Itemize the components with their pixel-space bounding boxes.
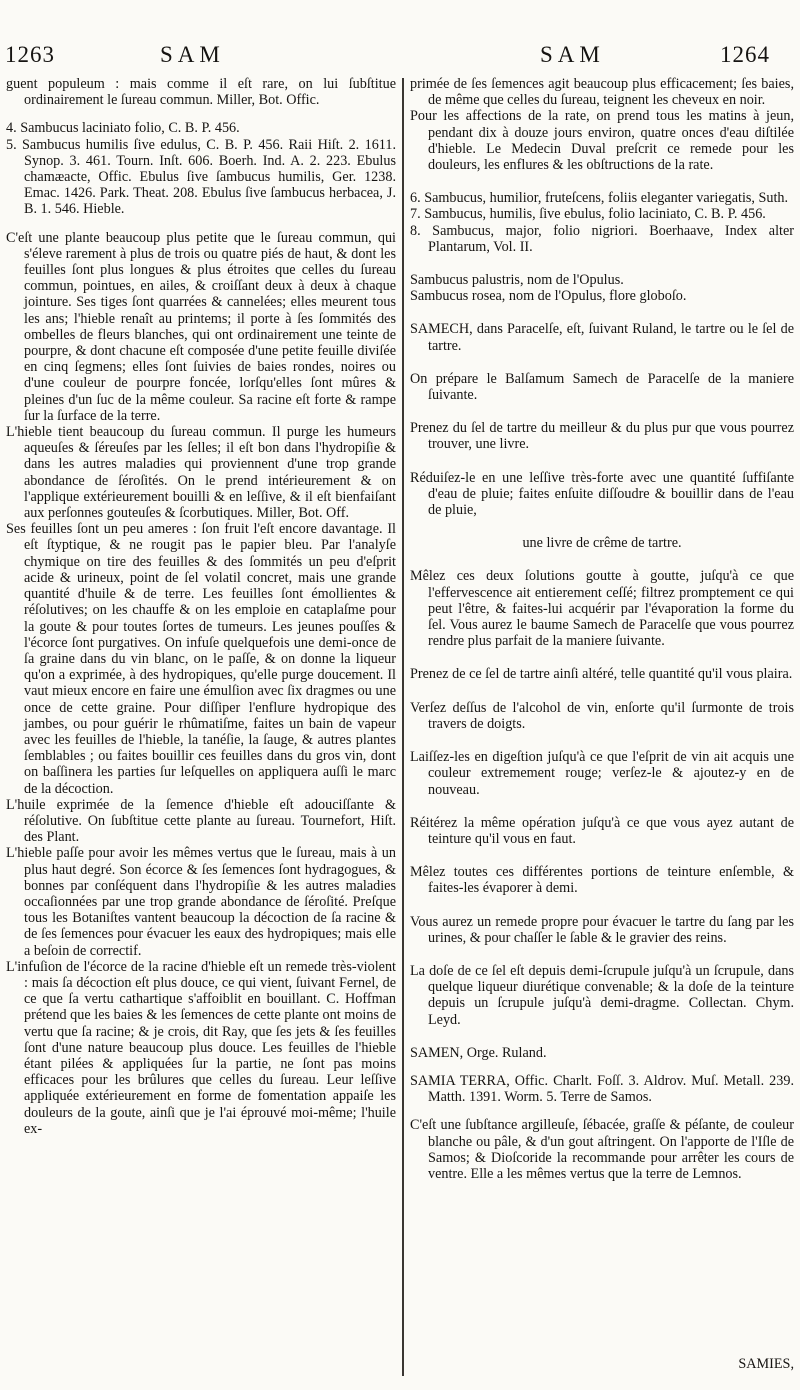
samia-terra-description: C'eſt une ſubſtance argilleuſe, ſébacée, graſſe & péſante, de couleur blanche ou pâle, & d'un gout aſtringent. On l'apporte de l'Iſle de Samos; & Dioſcoride la recommande pour arrêter les cours de ventre. Elle a les mêmes vertus que la terre de Lemnos.: [410, 1117, 794, 1182]
recipe-step-7: Réitérez la même opération juſqu'à ce que vous ayez autant de teinture qu'il vous en faut.: [410, 814, 794, 847]
recipe-step-6: Laiſſez-les en digeſtion juſqu'à ce que l'eſprit de vin ait acquis une couleur extremement rouge; verſez-le & ajoutez-y en de nouveau.: [410, 749, 794, 798]
recipe-dose: La doſe de ce ſel eſt depuis demi-ſcrupule juſqu'à un ſcrupule, dans quelque liqueur diurétique convenable; & la doſe de la teinture depuis un ſcrupule juſqu'à demi-dragme. Collectan. Chym. Leyd.: [410, 962, 794, 1028]
recipe-step-1: Prenez du ſel de tartre du meilleur & du plus pur que vous pourrez trouver, une livre.: [410, 420, 794, 453]
synonym-entry-8: 8. Sambucus, major, folio nigriori. Boerhaave, Index alter Plantarum, Vol. II.: [410, 222, 794, 255]
catchword: SAMIES,: [738, 1356, 794, 1372]
continued-paragraph: primée de ſes ſemences agit beaucoup plus efficacement; ſes baies, de même que celles du ſureau, teignent les cheveux en noir.: [410, 76, 794, 109]
left-running-head: SAM: [160, 42, 225, 67]
synonym-entry-5: 5. Sambucus humilis ſive edulus, C. B. P. 456. Raii Hiſt. 2. 1611. Synop. 3. 461. Tourn. Inſt. 606. Boerh. Ind. A. 2. 223. Ebulus chamæacte, Offic. Ebulus ſive ſambucus humilis, Ger. 1238. Emac. 1426. Park. Theat. 208. Ebulus ſive ſambucus herbacea, J. B. 1. 546. Hieble.: [6, 136, 396, 218]
hieble-infusion: L'infuſion de l'écorce de la racine d'hieble eſt un remede très-violent : mais ſa décoction eſt plus douce, ce qui vient, ſuivant Fernel, de ce que ſa vertu cathartique s'affoiblit en bouillant. C. Hoffman prétend que les baies & les ſemences de cette plante ont moins de vertu que ſa racine; & je crois, dit Ray, que ſes jets & ſes feuilles ſont d'une nature beaucoup plus douce. Les feuilles de l'hieble étant pilées & appliquées ſur la partie, ne ſont pas moins efficaces pour les brûlures que celles du ſureau. Leur leſſive appliquée extérieurement en forme de fomentation appaiſe les douleurs de la goute, ainſi que je l'ai éprouvé moi-même; l'huile ex-: [6, 958, 396, 1137]
hieble-leaves: Ses feuilles ſont un peu ameres : ſon fruit l'eſt encore davantage. Il eſt ſtyptique, & ne rougit pas le papier bleu. Par l'analyſe chymique on tire des feuilles & des ſommités un peu d'eſprit acide & urineux, point de ſel volatil concret, mais une grande quantité d'huile & de terre. Les feuilles ſont émollientes & réſolutives; on les chauffe & on les emploie en cataplaſme pour la goute & pour toutes ſortes de tumeurs. Les jeunes pouſſes & l'écorce ſont purgatives. On infuſe quelquefois une demi-once de ſa graine dans du vin blanc, on le paſſe, & on donne la liqueur qu'on a exprimée, à des hydropiques, qu'elle purge doucement. Il vaut mieux encore en faire une émulſion avec ſix dragmes ou une once de cette graine. Pour diſſiper l'enflure hydropique des jambes, ou pour guérir le rhûmatiſme, faites un bain de vapeur avec les feuilles de l'hieble, la tanéſie, la ſauge, & autres plantes ſemblables ; ou faites bouillir ces feuilles dans du gros vin, dont on baſſinera les parties ſur leſquelles on appliquera auſſi le marc de la décoction.: [6, 521, 396, 797]
recipe-step-2: Réduiſez-le en une leſſive très-forte avec une quantité ſuffiſante d'eau de pluie; faites enſuite diſſoudre & bouillir dans de l'eau de pluie,: [410, 469, 794, 519]
recipe-result: Vous aurez un remede propre pour évacuer le tartre du ſang par les urines, & pour chaſſer le ſable & le gravier des reins.: [410, 913, 794, 946]
recipe-step-4: Prenez de ce ſel de tartre ainſi altéré, telle quantité qu'il vous plaira.: [410, 666, 793, 683]
column-divider: [402, 78, 404, 1376]
synonym-entry-4: 4. Sambucus laciniato folio, C. B. P. 456.: [6, 120, 240, 137]
hieble-virtues: L'hieble tient beaucoup du ſureau commun. Il purge les humeurs aqueuſes & ſéreuſes par les ſelles; il eſt bon dans l'hydropiſie & dans les autres maladies qui proviennent d'une trop grande abondance de ſéroſités. On le prend intérieurement & on l'applique extérieurement bouilli & en leſſive, & il eſt bienfaiſant aux perſonnes gouteuſes & ſcorbutiques. Miller, Bot. Off.: [6, 424, 396, 522]
entry-sambucus-rosea: Sambucus rosea, nom de l'Opulus, flore globoſo.: [410, 288, 687, 305]
recipe-step-5: Verſez deſſus de l'alcohol de vin, enſorte qu'il ſurmonte de trois travers de doigts.: [410, 699, 794, 732]
recipe-ingredient: une livre de crême de tartre.: [522, 535, 682, 552]
hieble-oil: L'huile exprimée de la ſemence d'hieble eſt adouciſſante & réſolutive. On ſubſtitue cette plante au ſureau. Tournefort, Hiſt. des Plant.: [6, 796, 396, 846]
left-page-number: 1263: [5, 42, 55, 67]
continued-paragraph: guent populeum : mais comme il eſt rare, on lui ſubſtitue ordinairement le ſureau commun. Miller, Bot. Offic.: [6, 76, 396, 109]
hieble-hydragogue: L'hieble paſſe pour avoir les mêmes vertus que le ſureau, mais à un plus haut degré. Son écorce & ſes ſemences ſont hydragogues, & bonnes par conſéquent dans l'hydropiſie & les autres maladies occaſionnées par une trop grande abondance de ſéroſité. Preſque tous les Botaniſtes vantent beaucoup la décoction de ſa racine & de ſes ſemences pour évacuer les eaux des hydropiques; mais elle a beſoin de correctif.: [6, 845, 396, 959]
recipe-step-8: Mêlez toutes ces différentes portions de teinture enſemble, & faites-les évaporer à demi.: [410, 864, 794, 897]
right-page-number: 1264: [720, 42, 770, 67]
rate-remedy: Pour les affections de la rate, on prend tous les matins à jeun, pendant dix à douze jours environ, quatre onces d'eau diſtilée d'hieble. Le Medecin Duval preſcrit ce remede pour les douleurs, les enflures & les obſtructions de la rate.: [410, 108, 794, 174]
synonym-entry-7: 7. Sambucus, humilis, ſive ebulus, folio laciniato, C. B. P. 456.: [410, 206, 766, 223]
synonym-entry-6: 6. Sambucus, humilior, fruteſcens, foliis eleganter variegatis, Suth.: [410, 190, 789, 207]
right-column: [410, 76, 794, 1182]
samech-intro: On prépare le Balſamum Samech de Paracelſe de la maniere ſuivante.: [410, 370, 794, 404]
entry-samen: SAMEN, Orge. Ruland.: [410, 1044, 547, 1061]
entry-samech: SAMECH, dans Paracelſe, eſt, ſuivant Ruland, le tartre ou le ſel de tartre.: [410, 321, 794, 354]
entry-samia-terra: SAMIA TERRA, Offic. Charlt. Foſſ. 3. Aldrov. Muſ. Metall. 239. Matth. 1391. Worm. 5. Terre de Samos.: [410, 1072, 794, 1106]
hieble-description: C'eſt une plante beaucoup plus petite que le ſureau commun, qui s'éleve rarement à plus de trois ou quatre piés de haut, & dont les feuilles ſont plus longues & plus étroites que celles du ſureau commun, pointues, en ailes, & croiſſant deux à deux à chaque jointure. Ses tiges ſont quarrées & cannelées; elles meurent tous les ans; l'hieble renaît au printems; il porte à ſes ſommités des ombelles de fleurs blanches, qui ont ordinairement une teinte de pourpre, & dont chacune eſt composée d'une petite feuille diviſée en cinq ſegmens; elles ſont ſuivies de baies rondes, noires ou d'une couleur de pourpre foncée, lorſqu'elles ſont mûres & pleines d'un ſuc de la même couleur. Sa racine eſt forte & rampe ſur la ſurface de la terre.: [6, 229, 396, 424]
right-running-head: SAM: [540, 42, 605, 67]
recipe-step-3: Mêlez ces deux ſolutions goutte à goutte, juſqu'à ce que l'effervescence ait entierement ceſſé; filtrez promptement ce qui peut l'être, & faites-lui acquérir par l'évaporation la forme du ſel. Vous aurez le baume Samech de Paracelſe que vous pourrez rendre plus parfait de la maniere ſuivante.: [410, 568, 794, 650]
left-column: [6, 76, 396, 1137]
entry-sambucus-palustris: Sambucus palustris, nom de l'Opulus.: [410, 272, 624, 289]
